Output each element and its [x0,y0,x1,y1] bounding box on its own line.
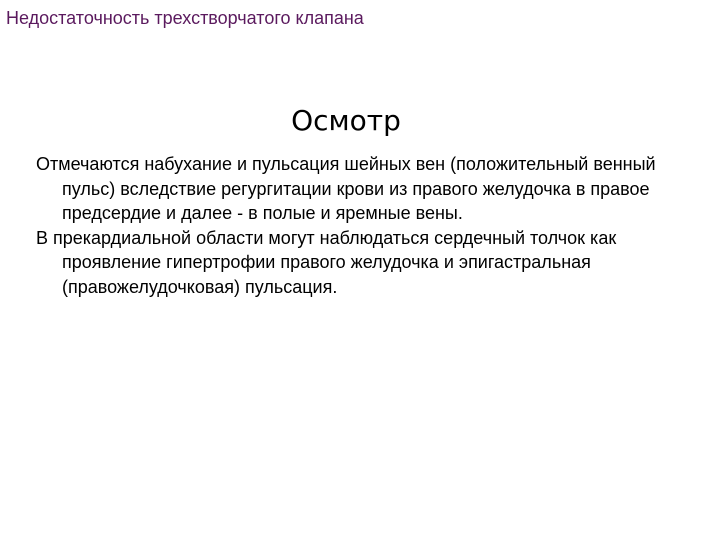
body-paragraph-2: В прекардиальной области могут наблюдаться сердечный толчок как проявление гипертрофии правого желудочка и эпигастральная (правожелудочковая) пульсация. [36,227,617,297]
slide-body [36,152,676,299]
slide-title: Недостаточность трехстворчатого клапана [6,8,364,28]
body-paragraph-1: Отмечаются набухание и пульсация шейных вен (положительный венный пульс) вследствие регургитации крови из правого желудочка в правое предсердие и далее - в полые и яремные вены. [36,154,656,223]
section-heading: Осмотр [291,104,401,137]
